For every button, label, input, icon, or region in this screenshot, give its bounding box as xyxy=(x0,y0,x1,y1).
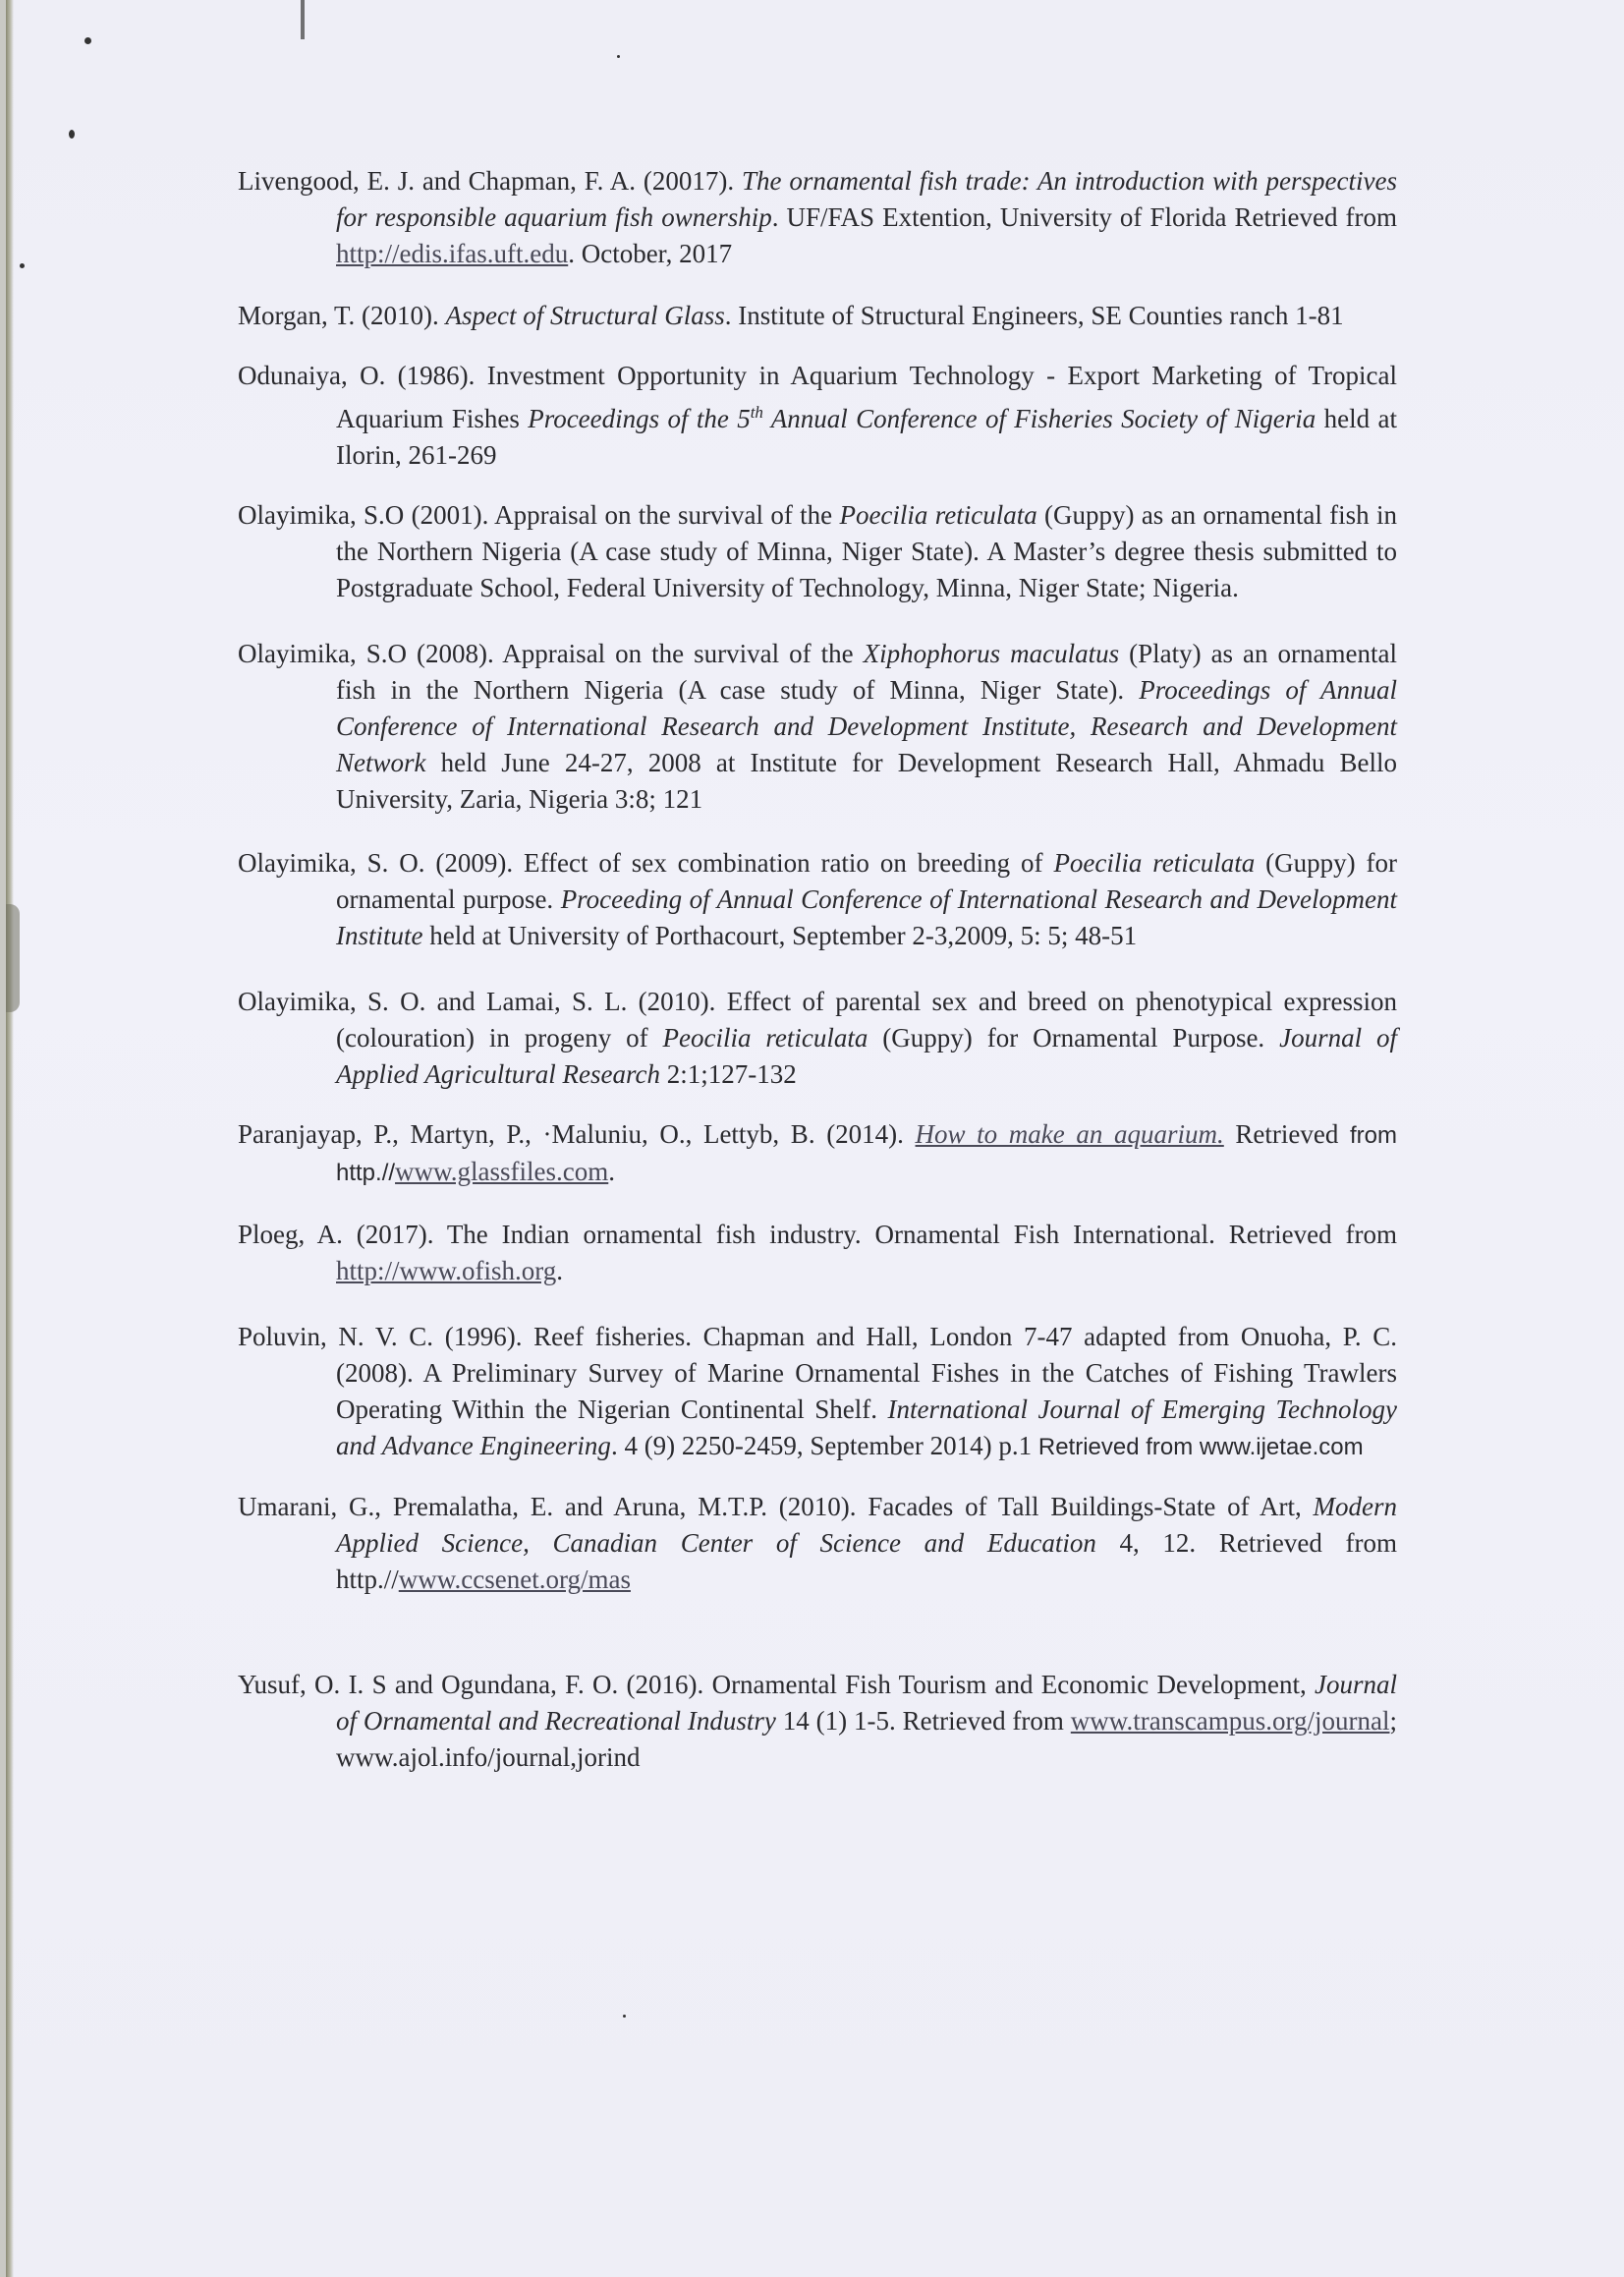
reference-text: held June 24-27, 2008 at Institute for Development Research Hall, Ahmadu Bello University, Zaria, Nigeria 3:8; 121 xyxy=(336,748,1397,814)
reference-link[interactable]: How to make an aquarium. xyxy=(915,1119,1224,1149)
reference-text: 4, 12. Retrieved from http.// xyxy=(336,1528,1397,1594)
reference-italic-text: Poecilia reticulata xyxy=(1053,848,1256,878)
reference-entry xyxy=(238,636,1397,818)
reference-text: Olayimika, S. O. and Lamai, S. L. (2010). Effect of parental sex and breed on phenotypical expression (colouration) in progeny of xyxy=(238,987,1397,1053)
reference-entry xyxy=(238,1116,1397,1191)
reference-text: Poluvin, N. V. C. (1996). Reef fisheries. Chapman and Hall, London 7-47 adapted from Onuoha, P. C. (2008). A Preliminary Survey of Marine Ornamental Fishes in the Catches of Fishing Trawlers Operating Within the Nigerian Continental Shelf. xyxy=(238,1322,1397,1424)
reference-entry xyxy=(238,358,1397,474)
reference-text: . 4 (9) 2250-2459, September 2014) p.1 xyxy=(610,1431,1038,1460)
scan-speck xyxy=(20,263,25,268)
reference-text: Ploeg, A. (2017). The Indian ornamental fish industry. Ornamental Fish International. Retrieved from xyxy=(238,1220,1397,1249)
reference-text: . xyxy=(556,1256,564,1285)
reference-text: (Platy) as an ornamental fish in the Northern Nigeria (A case study of Minna, Niger State). xyxy=(336,639,1397,705)
reference-text: Retrieved from www.ijetae.com xyxy=(1037,1434,1364,1460)
reference-italic-text: Modern Applied Science, Canadian Center of Science and Education xyxy=(336,1492,1397,1558)
reference-text: 2:1;127-132 xyxy=(659,1059,797,1089)
page-tear-mark xyxy=(6,904,20,1012)
reference-text: ; www.ajol.info/journal,jorind xyxy=(336,1706,1397,1772)
reference-italic-text: Poecilia reticulata xyxy=(839,500,1037,530)
reference-entry xyxy=(238,163,1397,272)
reference-link[interactable]: www.transcampus.org/journal xyxy=(1070,1706,1390,1736)
reference-entry xyxy=(238,984,1397,1093)
reference-text: (Guppy) for ornamental purpose. xyxy=(336,848,1398,914)
reference-text: held at Ilorin, 261-269 xyxy=(336,404,1397,470)
reference-entry xyxy=(238,497,1397,606)
document-page xyxy=(6,0,1624,2277)
reference-text: from http.// xyxy=(336,1122,1397,1186)
reference-text: 14 (1) 1-5. Retrieved from xyxy=(775,1706,1071,1736)
reference-text: (Guppy) for Ornamental Purpose. xyxy=(868,1023,1280,1053)
reference-italic-text: Xiphophorus maculatus xyxy=(863,639,1120,668)
scan-speck xyxy=(69,130,75,139)
reference-text: . October, 2017 xyxy=(568,239,733,268)
reference-italic-text: Aspect of Structural Glass xyxy=(445,301,725,330)
reference-italic-text: Journal of Applied Agricultural Research xyxy=(336,1023,1397,1089)
reference-text: (Guppy) as an ornamental fish in the Northern Nigeria (A case study of Minna, Niger State). A Master’s degree thesis submitted to Postgraduate School, Federal University of Technology, Minna, Niger State; Nigeria. xyxy=(336,500,1397,602)
reference-entry xyxy=(238,1319,1397,1465)
reference-text: . Institute of Structural Engineers, SE Counties ranch 1-81 xyxy=(724,301,1344,330)
reference-italic-text: The ornamental fish trade: An introduction with perspectives for responsible aquarium fish ownership xyxy=(336,166,1397,232)
reference-text: Yusuf, O. I. S and Ogundana, F. O. (2016). Ornamental Fish Tourism and Economic Development, xyxy=(238,1670,1315,1699)
reference-italic-text: Annual Conference of Fisheries Society of Nigeria xyxy=(762,404,1316,433)
reference-text: Morgan, T. (2010). xyxy=(238,301,446,330)
reference-text: Umarani, G., Premalatha, E. and Aruna, M.T.P. (2010). Facades of Tall Buildings-State of Art, xyxy=(238,1492,1314,1521)
reference-italic-text: International Journal of Emerging Technology and Advance Engineering xyxy=(336,1395,1397,1460)
reference-link[interactable]: http://www.ofish.org xyxy=(336,1256,557,1285)
reference-italic-text: Journal of Ornamental and Recreational Industry xyxy=(336,1670,1397,1736)
scan-speck xyxy=(617,55,620,58)
scan-speck xyxy=(84,37,91,44)
reference-text: Olayimika, S.O (2008). Appraisal on the survival of the xyxy=(238,639,864,668)
reference-link[interactable]: www.glassfiles.com xyxy=(395,1157,609,1186)
reference-text: . UF/FAS Extention, University of Florida Retrieved from xyxy=(771,202,1398,232)
reference-italic-text: th xyxy=(750,403,763,422)
reference-text: Olayimika, S. O. (2009). Effect of sex combination ratio on breeding of xyxy=(238,848,1054,878)
page-edge-shadow xyxy=(6,0,14,2277)
reference-list xyxy=(238,163,1397,1776)
reference-italic-text: Peocilia reticulata xyxy=(662,1023,868,1053)
reference-link[interactable]: www.ccsenet.org/mas xyxy=(398,1565,631,1594)
reference-entry xyxy=(238,1217,1397,1289)
reference-text: held at University of Porthacourt, September 2-3,2009, 5: 5; 48-51 xyxy=(422,921,1138,950)
reference-entry xyxy=(238,1667,1397,1776)
reference-text: Retrieved xyxy=(1223,1119,1350,1149)
reference-text: Livengood, E. J. and Chapman, F. A. (20017). xyxy=(238,166,742,196)
reference-italic-text: Proceedings of Annual Conference of International Research and Development Institute, Research and Development Network xyxy=(336,675,1397,777)
page-fold-mark xyxy=(301,0,305,39)
reference-text: Odunaiya, O. (1986). Investment Opportunity in Aquarium Technology - Export Marketing of Tropical Aquarium Fishes xyxy=(238,361,1397,433)
reference-link[interactable]: http://edis.ifas.uft.edu xyxy=(336,239,569,268)
reference-entry xyxy=(238,1489,1397,1598)
reference-text: Paranjayap, P., Martyn, P., ·Maluniu, O., Lettyb, B. (2014). xyxy=(238,1119,916,1149)
reference-entry xyxy=(238,845,1397,954)
scan-speck xyxy=(623,2015,626,2018)
reference-italic-text: Proceedings of the 5 xyxy=(528,404,751,433)
reference-text: . xyxy=(608,1157,616,1186)
reference-entry xyxy=(238,298,1397,334)
reference-text: Olayimika, S.O (2001). Appraisal on the survival of the xyxy=(238,500,840,530)
reference-italic-text: Proceeding of Annual Conference of International Research and Development Institute xyxy=(336,884,1397,950)
